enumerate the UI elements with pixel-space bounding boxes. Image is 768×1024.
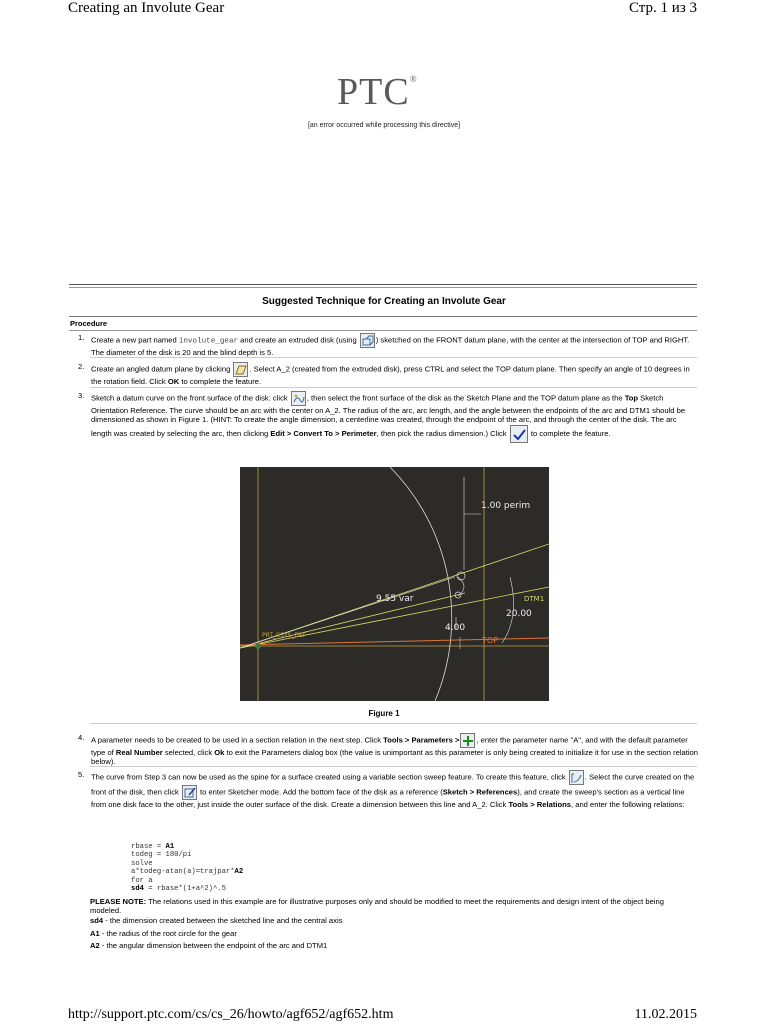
figure-1-image [240,467,549,701]
registered-mark: ® [409,74,418,84]
relations-code-block [131,843,243,893]
step-bold-text: Tools > Relations [508,800,571,809]
step-number: 1. [78,333,85,342]
step-text: ), and create the sweep's section as a vertical line from one disk face to the other, just inside the outer surface of the disk. Create a dimension between this line and A_2. Click [91,787,685,809]
note-label: sd4 [90,916,104,925]
a2-definition [90,941,697,950]
logo-text: PTC [337,71,410,113]
divider [69,287,697,288]
var-dimension-label: 9.55 var [376,594,414,604]
note-text: The relations used in this example are for illustrative purposes only and should be modified to meet the requirements and design intent of the object being modeled. [90,897,664,915]
relation-line: rbase = A1 [131,843,175,851]
step-text: . Select the curve created on the front of the disk, then click [91,772,695,797]
relation-line: solve [131,859,153,868]
extrude-icon[interactable] [360,333,375,348]
step-text: , then select the front surface of the disk as the Sketch Plane and the TOP datum plane as the [306,393,625,403]
step-text: , and enter the following relations: [571,800,685,809]
relation-line: todeg = 180/pi [131,851,192,860]
step-text: and create an extruded disk (using [238,335,359,345]
checkmark-icon[interactable] [510,425,528,443]
step-number: 3. [78,391,85,400]
step-bold-text: Ok [214,748,225,757]
note-label: A2 [90,941,100,950]
note-text: - the radius of the root circle for the gear [99,929,237,938]
step-text: Create a new part named [91,335,179,345]
step-text: Sketch Orientation Reference. The curve should be an arc with the center on A_2. The radius of the arc, arc length, and the angle between the endpoints of the arc and DTM1 should be dimensioned as shown in Figure 1. (HINT: To create the angle dimension, a centerline was created, through the endpoint of the arc, and through the center of the disk. The arc length was created by selecting the arc, then clicking [91,393,686,438]
relation-line: for a [131,876,153,885]
page-header-title: Creating an Involute Gear [68,0,225,16]
step-text: ) sketched on the FRONT datum plane, with the center at the intersection of TOP and RIGHT. The diameter of the disk is 20 and the blind depth is 5. [91,335,690,357]
relation-line: sd4 = rbase*(1+a^2)^.5 [131,885,226,894]
step-text: The curve from Step 3 can now be used as the spine for a surface created using a variable section sweep feature. To create this feature, click [91,772,568,782]
step-text: Create an angled datum plane by clicking [91,364,233,374]
sweep-icon[interactable] [569,770,584,785]
csys-label: PRT_CSYS_DEF [262,632,307,639]
procedure-label: Procedure [70,319,108,328]
ptc-logo [337,70,418,114]
step-bold-text: Edit > Convert To > Perimeter [270,428,377,438]
footer-url: http://support.ptc.com/cs/cs_26/howto/agf652/agf652.htm [68,1007,394,1022]
dtm1-label: DTM1 [524,595,545,603]
a1-definition [90,929,697,938]
step-number: 4. [78,733,85,742]
datum-plane-icon[interactable] [233,362,248,377]
divider [69,316,697,317]
sketch-icon[interactable] [291,391,306,406]
note-text: - the angular dimension between the endpoint of the arc and DTM1 [99,941,328,950]
angle-dimension-label: 20.00 [506,609,532,619]
step-text: , enter the parameter name "A", and with the default parameter type of [91,735,688,757]
step-bold-text: Real Number [115,748,163,757]
step-text: A parameter needs to be created to be used in a section relation in the next step. Click [91,735,384,745]
divider [90,357,697,358]
figure-caption: Figure 1 [368,709,400,718]
step-bold-text: Tools > Parameters > [383,735,460,745]
step-text: to complete the feature. [179,377,262,386]
step-text: , then pick the radius dimension.) Click [376,428,509,438]
note-label: A1 [90,929,100,938]
divider [90,387,697,388]
plus-icon[interactable] [460,733,475,748]
step-text: to complete the feature. [528,428,611,438]
step-bold-text: Sketch > References [442,787,518,797]
step-number: 2. [78,362,85,371]
footer-date: 11.02.2015 [634,1007,697,1022]
step-text: to enter Sketcher mode. Add the bottom face of the disk as a reference ( [197,787,443,797]
page-number: Стр. 1 из 3 [629,0,697,16]
step-text: to exit the Parameters dialog box (the value is unimportant as this parameter is only being created to initialize it for use in the section relation below). [91,748,698,767]
note-text: - the dimension created between the sketched line and the central axis [103,916,343,925]
step-text: . Select A_2 (created from the extruded disk), press CTRL and select the TOP datum plane. Then specify an angle of 10 degrees in the rotation field. Click [91,364,690,386]
divider [69,284,697,285]
perim-dimension-label: 1.00 perim [481,501,531,511]
step-text: Sketch a datum curve on the front surface of the disk: click [91,393,290,403]
radius-dimension-label: 4.00 [445,623,466,633]
page-title: Suggested Technique for Creating an Involute Gear [262,296,506,307]
top-plane-label: TOP [482,636,499,645]
part-name-code: involute_gear [178,337,239,346]
divider [90,766,697,767]
note-label: PLEASE NOTE: [90,897,147,906]
please-note [90,897,697,915]
divider [69,330,697,331]
step-bold-text: Top [624,393,639,403]
divider [90,723,697,724]
step-number: 5. [78,770,85,779]
step-text: selected, click [162,748,215,757]
sketcher-icon[interactable] [182,785,197,800]
directive-error-text: [an error occurred while processing this directive] [307,122,461,129]
step-bold-text: OK [167,377,180,386]
sd4-definition [90,916,697,925]
relation-line: a*todeg-atan(a)=trajpar*A2 [131,868,244,877]
